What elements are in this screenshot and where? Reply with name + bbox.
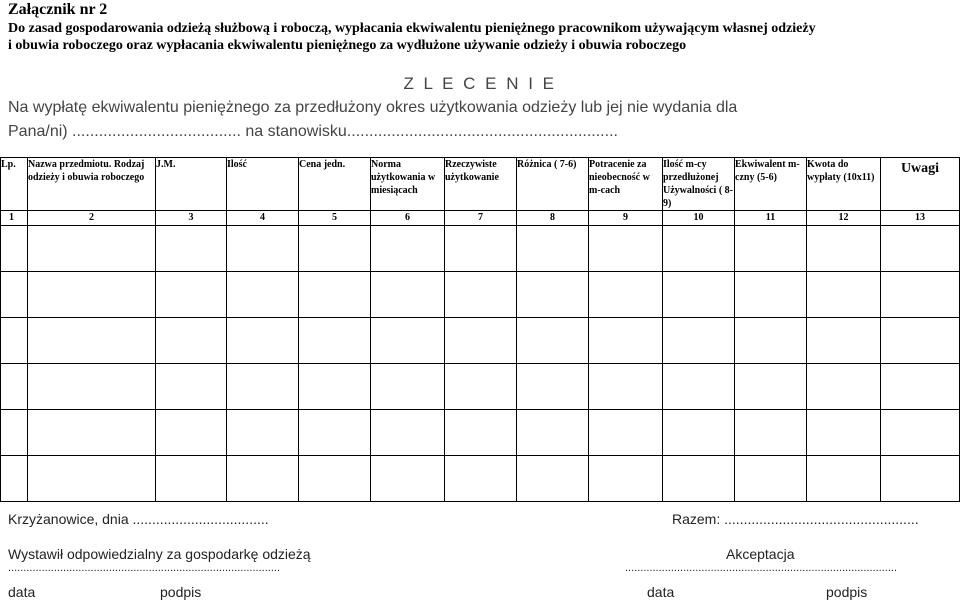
table-cell[interactable]	[663, 226, 735, 272]
table-header-row	[1, 158, 960, 211]
issued-by-label: Wystawił odpowiedzialny za gospodarkę odzieżą	[8, 546, 311, 562]
table-cell[interactable]	[445, 272, 517, 318]
table-cell[interactable]	[299, 226, 371, 272]
table-cell[interactable]	[589, 318, 663, 364]
column-header-uwagi: Uwagi	[881, 158, 960, 211]
signature-line-right[interactable]: .........................................................................................	[625, 562, 897, 574]
column-number-row	[1, 211, 960, 226]
table-cell[interactable]	[1, 272, 28, 318]
table-cell[interactable]	[517, 318, 589, 364]
table-cell[interactable]	[299, 364, 371, 410]
table-cell[interactable]	[663, 410, 735, 456]
table-cell[interactable]	[1, 410, 28, 456]
column-number: 11	[735, 211, 807, 226]
column-number: 1	[1, 211, 28, 226]
table-cell[interactable]	[881, 272, 960, 318]
table-cell[interactable]	[371, 410, 445, 456]
table-cell[interactable]	[299, 410, 371, 456]
signature-label-right: podpis	[826, 584, 868, 600]
table-cell[interactable]	[28, 318, 156, 364]
table-cell[interactable]	[299, 318, 371, 364]
table-cell[interactable]	[735, 318, 807, 364]
table-row	[1, 410, 960, 456]
table-cell[interactable]	[445, 226, 517, 272]
table-cell[interactable]	[445, 318, 517, 364]
table-cell[interactable]	[807, 226, 881, 272]
equivalent-table	[0, 157, 960, 502]
table-cell[interactable]	[589, 272, 663, 318]
table-cell[interactable]	[28, 456, 156, 502]
table-cell[interactable]	[735, 410, 807, 456]
table-cell[interactable]	[807, 318, 881, 364]
column-header: Ekwiwalent m-czny (5-6)	[735, 158, 807, 211]
column-number: 8	[517, 211, 589, 226]
column-number: 12	[807, 211, 881, 226]
column-number: 5	[299, 211, 371, 226]
table-row	[1, 272, 960, 318]
table-row	[1, 318, 960, 364]
column-number: 13	[881, 211, 960, 226]
table-cell[interactable]	[517, 364, 589, 410]
table-cell[interactable]	[1, 364, 28, 410]
table-cell[interactable]	[227, 318, 299, 364]
table-cell[interactable]	[445, 456, 517, 502]
table-cell[interactable]	[1, 456, 28, 502]
order-line-2: Pana/ni) ...................................... na stanowisku.............................................................	[8, 123, 618, 140]
table-cell[interactable]	[156, 364, 227, 410]
table-cell[interactable]	[807, 456, 881, 502]
table-cell[interactable]	[371, 318, 445, 364]
signature-label-left: podpis	[160, 584, 202, 600]
column-header: Kwota do wypłaty (10x11)	[807, 158, 881, 211]
place-date-field[interactable]: Krzyżanowice, dnia ...................................	[8, 511, 269, 527]
table-row	[1, 226, 960, 272]
table-cell[interactable]	[156, 318, 227, 364]
order-line-1: Na wypłatę ekwiwalentu pieniężnego za przedłużony okres użytkowania odzieży lub jej nie wydania dla	[8, 99, 738, 116]
table-cell[interactable]	[663, 456, 735, 502]
table-cell[interactable]	[881, 364, 960, 410]
table-cell[interactable]	[28, 226, 156, 272]
table-cell[interactable]	[371, 364, 445, 410]
acceptance-label: Akceptacja	[726, 546, 795, 562]
order-heading: Z L E C E N I E	[403, 74, 557, 93]
table-cell[interactable]	[663, 318, 735, 364]
attachment-title: Załącznik nr 2	[8, 1, 108, 18]
table-cell[interactable]	[28, 410, 156, 456]
column-header: Ilość m-cy przedłużonej Używalności ( 8-9)	[663, 159, 733, 209]
table-cell[interactable]	[663, 364, 735, 410]
table-cell[interactable]	[28, 364, 156, 410]
column-header: Ilość	[227, 158, 299, 211]
table-cell[interactable]	[156, 272, 227, 318]
table-cell[interactable]	[517, 410, 589, 456]
total-field[interactable]: Razem: ..................................................	[672, 511, 919, 527]
table-cell[interactable]	[517, 226, 589, 272]
table-row	[1, 456, 960, 502]
column-number: 9	[589, 211, 663, 226]
table-cell[interactable]	[735, 456, 807, 502]
column-number: 2	[28, 211, 156, 226]
table-cell[interactable]	[735, 364, 807, 410]
table-cell[interactable]	[1, 226, 28, 272]
table-cell[interactable]	[445, 410, 517, 456]
table-cell[interactable]	[807, 410, 881, 456]
table-cell[interactable]	[371, 456, 445, 502]
table-cell[interactable]	[517, 272, 589, 318]
table-cell[interactable]	[156, 410, 227, 456]
column-header: Rzeczywiste użytkowanie	[445, 158, 517, 211]
column-header: Norma użytkowania w miesiącach	[371, 158, 445, 211]
column-number: 10	[663, 211, 735, 226]
table-cell[interactable]	[589, 364, 663, 410]
column-header: Lp.	[1, 158, 28, 211]
table-cell[interactable]	[589, 226, 663, 272]
column-header: Cena jedn.	[299, 158, 371, 211]
signature-line-left[interactable]: .........................................................................................	[8, 562, 280, 574]
table-cell[interactable]	[156, 226, 227, 272]
table-row	[1, 364, 960, 410]
table-cell[interactable]	[227, 456, 299, 502]
table-cell[interactable]	[227, 272, 299, 318]
table-cell[interactable]	[227, 364, 299, 410]
table-cell[interactable]	[227, 226, 299, 272]
column-header: Potracenie za nieobecność w m-cach	[589, 158, 663, 211]
table-cell[interactable]	[881, 456, 960, 502]
table-cell[interactable]	[881, 226, 960, 272]
date-label-right: data	[647, 584, 675, 600]
table-cell[interactable]	[807, 364, 881, 410]
table-cell[interactable]	[28, 272, 156, 318]
table-cell[interactable]	[881, 410, 960, 456]
table-cell[interactable]	[1, 318, 28, 364]
table-cell[interactable]	[663, 272, 735, 318]
table-cell[interactable]	[589, 410, 663, 456]
column-header: Nazwa przedmiotu. Rodzaj odzieży i obuwia roboczego	[28, 158, 156, 211]
table-cell[interactable]	[371, 272, 445, 318]
table-cell[interactable]	[807, 272, 881, 318]
intro-line-2: i obuwia roboczego oraz wypłacania ekwiwalentu pieniężnego za wydłużone używanie odzieży i obuwia roboczego	[8, 38, 687, 53]
table-cell[interactable]	[589, 456, 663, 502]
table-cell[interactable]	[445, 364, 517, 410]
column-number: 3	[156, 211, 227, 226]
table-cell[interactable]	[156, 456, 227, 502]
date-label-left: data	[8, 584, 36, 600]
table-cell[interactable]	[227, 410, 299, 456]
table-cell[interactable]	[517, 456, 589, 502]
table-cell[interactable]	[299, 272, 371, 318]
table-cell[interactable]	[371, 226, 445, 272]
table-cell[interactable]	[735, 226, 807, 272]
table-cell[interactable]	[299, 456, 371, 502]
intro-line-1: Do zasad gospodarowania odzieżą służbową i roboczą, wypłacania ekwiwalentu pieniężnego pracownikom używającym własnej odzieży	[8, 21, 816, 36]
column-header: Różnica ( 7-6)	[517, 158, 589, 211]
column-number: 6	[371, 211, 445, 226]
column-header: J.M.	[156, 158, 227, 211]
table-cell[interactable]	[881, 318, 960, 364]
table-cell[interactable]	[735, 272, 807, 318]
column-number: 7	[445, 211, 517, 226]
column-number: 4	[227, 211, 299, 226]
